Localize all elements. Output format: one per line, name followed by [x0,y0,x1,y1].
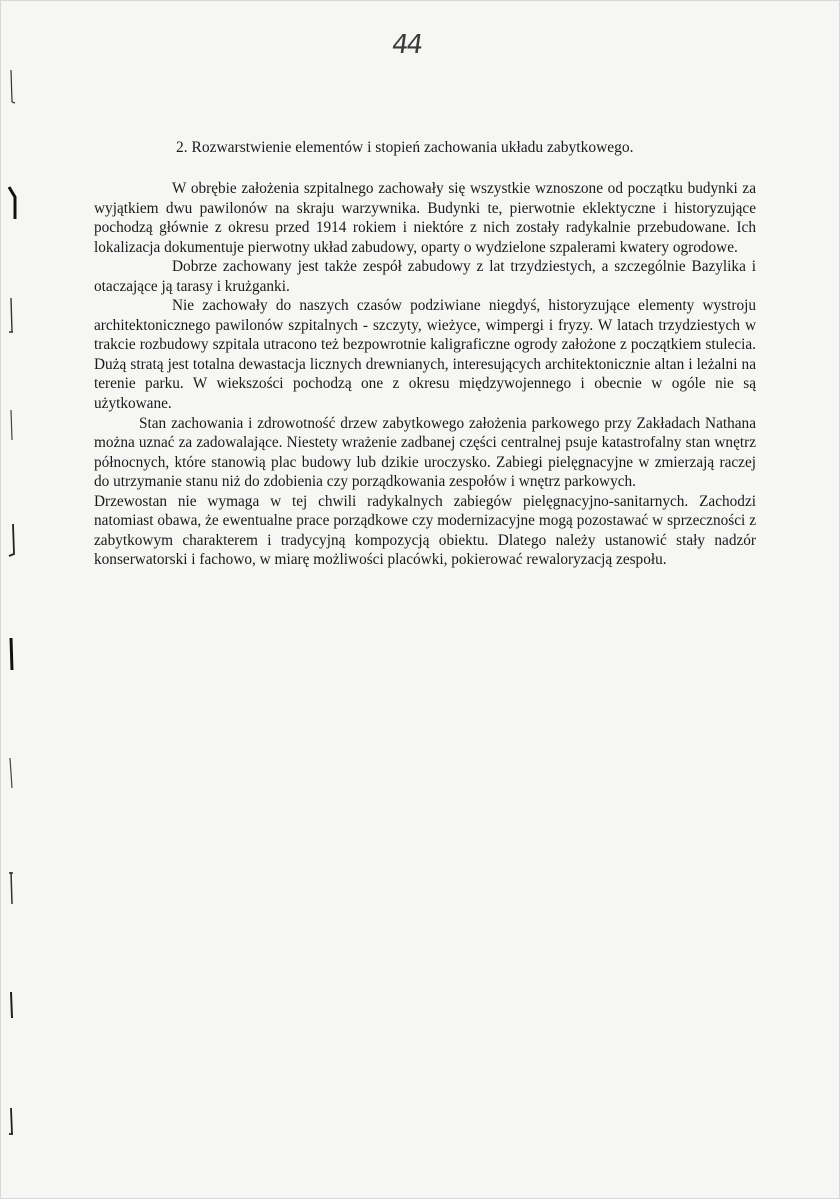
paragraph: Stan zachowania i zdrowotność drzew zabytkowego założenia parkowego przy Zakładach Nathana można uznać za zadowalające. Niestety wrażenie zadbanej części centralnej psuje katastrofalny stan wnętrz północnych, które stanowią plac budowy lub dzikie uroczysko. Zabiegi pielęgnacyjne w zmierzają raczej do utrzymanie stanu niż do zdobienia czy porządkowania zespołów i wnętrz parkowych. [94,414,756,491]
binding-mark [6,636,14,672]
binding-mark [6,185,14,221]
binding-mark [6,990,14,1020]
binding-mark [6,1106,14,1136]
binding-mark [6,68,14,104]
paragraph: W obrębie założenia szpitalnego zachowały się wszystkie wznoszone od początku budynki za wyjątkiem dwu pawilonów na skraju warzywnika. Budynki te, pierwotnie eklektyczne i historyzujące pochodzą głównie z okresu przed 1914 rokiem i niektóre z nich zostały radykalnie przebudowane. Ich lokalizacja dokumentuje pierwotny układ zabudowy, oparty o wydzielone szpalerami kwatery ogrodowe. [94,180,756,256]
paragraph: Nie zachowały do naszych czasów podziwiane niegdyś, historyzujące elementy wystroju architektonicznego pawilonów szpitalnych - szczyty, wieżyce, wimpergi i fryzy. W latach trzydziestych w trakcie rozbudowy szpitala utracono też bezpowrotnie kaligraficzne ogrody założone z początkiem stulecia. Dużą stratą jest totalna dewastacja licznych drewnianych, interesujących architektonicznie altan i leżalni na terenie parku. W wiekszości pochodzą one z okresu międzywojennego i obecnie w ogóle nie są użytkowane. [94,297,756,413]
body-text [94,179,756,570]
binding-mark [6,408,14,442]
binding-mark [6,756,14,790]
paragraph: Dobrze zachowany jest także zespół zabudowy z lat trzydziestych, a szczególnie Bazylika i otaczające ją tarasy i krużganki. [94,258,756,295]
binding-mark [6,870,14,906]
binding-mark [6,522,14,558]
paragraph: Drzewostan nie wymaga w tej chwili radykalnych zabiegów pielęgnacyjno-sanitarnych. Zachodzi natomiast obawa, że ewentualne prace porządkowe czy modernizacyjne mogą pozostawać w sprzeczności z zabytkowym charakterem i tradycyjną kompozycją obiektu. Dlatego należy ustanowić stały nadzór konserwatorski i fachowo, w miarę możliwości placówki, pokierować rewaloryzacją zespołu. [94,492,756,569]
binding-mark [6,296,14,334]
handwritten-page-number: 44 [389,30,424,60]
section-heading: 2. Rozwarstwienie elementów i stopień zachowania układu zabytkowego. [176,139,634,156]
